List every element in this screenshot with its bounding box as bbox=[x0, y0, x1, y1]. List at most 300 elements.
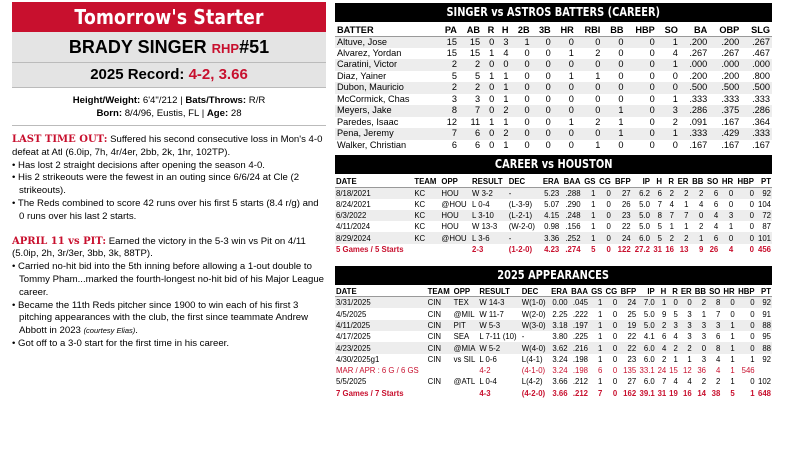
table-cell: 25 bbox=[627, 309, 637, 319]
table-cell: 1 bbox=[503, 82, 509, 93]
last-time-out-note bbox=[12, 134, 326, 160]
table-cell: 0 bbox=[672, 82, 678, 93]
table-cell: .222 bbox=[572, 309, 589, 319]
table-cell: 3.18 bbox=[552, 320, 568, 330]
table-cell: 0 bbox=[524, 105, 530, 116]
table-cell: 4.23 bbox=[540, 244, 561, 255]
table-cell: 1 bbox=[598, 320, 603, 330]
table-cell: 1 bbox=[568, 47, 574, 58]
table-cell: 0 bbox=[618, 93, 624, 104]
table-cell: 1 bbox=[618, 116, 624, 127]
column-header: TEAM bbox=[427, 286, 453, 297]
table-cell: .500 bbox=[721, 82, 740, 93]
table-cell: 2 bbox=[661, 320, 667, 330]
table-cell: 1 bbox=[489, 47, 495, 58]
table-cell: 8 bbox=[716, 343, 721, 353]
table-cell: 0 bbox=[524, 128, 530, 139]
table-cell: 0 bbox=[489, 93, 495, 104]
table-cell: 15 bbox=[669, 366, 678, 376]
table-cell: 0 bbox=[672, 139, 678, 150]
table-cell: 5 bbox=[673, 309, 678, 319]
table-cell bbox=[427, 388, 453, 399]
table-cell: 0 bbox=[568, 82, 574, 93]
age-value: 28 bbox=[230, 108, 242, 119]
table-cell: 0 bbox=[524, 82, 530, 93]
table-cell: .800 bbox=[752, 70, 770, 81]
column-header: H bbox=[496, 25, 510, 36]
appearances-banner bbox=[335, 266, 772, 285]
table-cell: 0 bbox=[750, 298, 755, 308]
column-header: SLG bbox=[741, 25, 772, 36]
table-cell: 5.23 bbox=[544, 188, 560, 198]
list-item: • His 2 strikeouts were the fewest in an outing since 6/6/24 at Cle (2 strikeouts). bbox=[12, 172, 326, 198]
april-header: APRIL 11 vs PIT: bbox=[12, 235, 107, 247]
table-cell: 3.66 bbox=[552, 377, 568, 387]
table-cell: 4 bbox=[669, 199, 675, 209]
column-header: DEC bbox=[521, 286, 549, 297]
table-cell: 5.0 bbox=[639, 210, 650, 220]
table-cell: 1 bbox=[730, 377, 735, 387]
table-cell: HOU bbox=[441, 222, 459, 232]
column-header: OPP bbox=[440, 176, 471, 187]
table-cell: 4 bbox=[699, 199, 704, 209]
table-cell: 1 bbox=[489, 70, 495, 81]
table-cell: .288 bbox=[565, 188, 581, 198]
table-cell: 0 bbox=[649, 59, 655, 70]
table-cell: 3 bbox=[451, 93, 457, 104]
born-label: Born: bbox=[96, 108, 123, 119]
table-cell: 1 bbox=[687, 354, 692, 364]
table-cell: 5.0 bbox=[639, 199, 650, 209]
table-cell: 102 bbox=[757, 377, 771, 387]
table-cell: 88 bbox=[762, 343, 771, 353]
table-cell: 0 bbox=[568, 36, 574, 47]
table-cell: 3 bbox=[673, 320, 678, 330]
table-cell: 8/24/2021 bbox=[336, 199, 371, 209]
table-cell: 14 bbox=[693, 388, 707, 399]
table-cell: L 0-4 bbox=[479, 377, 497, 387]
column-header: PT bbox=[755, 176, 772, 187]
table-cell: W 5-3 bbox=[479, 320, 501, 330]
list-item: • Carried no-hit bid into the 5th inning before allowing a 1-out double to Tommy Pham...marked the fourth-longest no-hit bid of his Major League career. bbox=[12, 261, 326, 299]
table-cell: Meyers, Jake bbox=[337, 105, 392, 116]
table-cell: 0 bbox=[618, 70, 624, 81]
table-cell: .333 bbox=[721, 93, 740, 104]
table-cell: 135 bbox=[618, 365, 637, 376]
table-cell: 4 bbox=[661, 343, 667, 353]
table-cell: 6 bbox=[716, 332, 721, 342]
table-cell: 2 bbox=[687, 343, 692, 353]
table-cell: 0 bbox=[545, 105, 551, 116]
table-cell: (4-2-0) bbox=[521, 388, 549, 399]
column-header: IP bbox=[637, 286, 656, 297]
table-cell: 6 bbox=[661, 332, 667, 342]
table-cell: 0 bbox=[606, 233, 611, 243]
table-cell: .267 bbox=[752, 36, 770, 47]
column-header: SO bbox=[707, 286, 721, 297]
column-header: BB bbox=[693, 286, 707, 297]
table-cell: 4-2 bbox=[478, 365, 520, 376]
table-cell: 0 bbox=[649, 105, 655, 116]
table-cell: 1 bbox=[661, 298, 667, 308]
column-header: ER bbox=[679, 286, 693, 297]
table-cell: 87 bbox=[762, 222, 771, 232]
table-cell: 0 bbox=[687, 298, 692, 308]
table-cell: 33.1 bbox=[637, 365, 656, 376]
table-cell: L 0-6 bbox=[479, 354, 497, 364]
table-cell: 27 bbox=[621, 188, 631, 198]
table-cell: 0 bbox=[612, 377, 618, 387]
table-cell: 6.0 bbox=[643, 354, 655, 364]
table-cell: 0 bbox=[672, 70, 678, 81]
table-cell: L(4-2) bbox=[521, 377, 543, 387]
table-cell: CIN bbox=[427, 343, 442, 353]
table-cell: 0 bbox=[728, 233, 734, 243]
column-header: HBP bbox=[734, 176, 755, 187]
column-header: BB bbox=[689, 176, 704, 187]
column-header: PT bbox=[756, 286, 772, 297]
table-cell: @HOU bbox=[441, 233, 467, 243]
table-cell: 1 bbox=[730, 320, 735, 330]
table-row bbox=[335, 308, 772, 319]
table-cell: 1 bbox=[730, 332, 735, 342]
column-header: BB bbox=[602, 25, 625, 36]
table-cell: 0 bbox=[618, 36, 624, 47]
table-cell: CIN bbox=[427, 332, 442, 342]
table-cell: 0 bbox=[649, 93, 655, 104]
last-time-out-header: LAST TIME OUT: bbox=[12, 134, 108, 145]
table-cell: W(4-0) bbox=[521, 343, 546, 353]
table-cell: CIN bbox=[427, 377, 442, 387]
subtotal-row bbox=[335, 365, 772, 376]
table-cell: 104 bbox=[757, 199, 771, 209]
table-cell: 0 bbox=[489, 139, 495, 150]
table-cell: .290 bbox=[565, 199, 581, 209]
table-cell: .225 bbox=[572, 332, 589, 342]
table-cell: 0 bbox=[503, 59, 509, 70]
table-row bbox=[335, 232, 772, 243]
column-header: R bbox=[663, 176, 675, 187]
record-value: 4-2, 3.66 bbox=[188, 66, 248, 83]
table-cell: Pena, Jeremy bbox=[337, 128, 394, 139]
table-cell: 0 bbox=[649, 36, 655, 47]
table-cell: 0 bbox=[618, 139, 624, 150]
table-cell: .000 bbox=[689, 59, 708, 70]
table-cell: 88 bbox=[762, 320, 771, 330]
table-cell: L(4-1) bbox=[521, 354, 543, 364]
table-cell: .267 bbox=[689, 47, 708, 58]
column-header: BFP bbox=[612, 176, 632, 187]
table-cell: CIN bbox=[427, 320, 442, 330]
table-cell: 1 bbox=[684, 199, 689, 209]
table-cell: 8 bbox=[716, 298, 721, 308]
table-cell: 1 bbox=[672, 59, 678, 70]
table-row bbox=[335, 210, 772, 221]
table-cell: .200 bbox=[721, 36, 740, 47]
table-cell: 2 bbox=[503, 128, 509, 139]
table-cell: 2 bbox=[699, 188, 704, 198]
table-row bbox=[335, 71, 772, 83]
houston-body bbox=[335, 187, 772, 255]
table-cell: 7 bbox=[451, 128, 457, 139]
starter-banner: Tomorrow's Starter bbox=[34, 2, 304, 32]
table-cell: 0 bbox=[649, 128, 655, 139]
table-cell: 0 bbox=[545, 82, 551, 93]
table-cell: 1 bbox=[672, 128, 678, 139]
column-header: CG bbox=[596, 176, 611, 187]
total-row bbox=[335, 388, 772, 399]
table-cell: 1 bbox=[503, 116, 509, 127]
pitcher-name: BRADY SINGER bbox=[68, 37, 207, 57]
table-cell: 2 bbox=[673, 343, 678, 353]
table-row bbox=[335, 117, 772, 129]
table-cell: 3.80 bbox=[552, 332, 568, 342]
table-cell: 1 bbox=[598, 309, 603, 319]
table-cell: 2 bbox=[699, 222, 704, 232]
column-header: R bbox=[482, 25, 496, 36]
table-cell: 3 bbox=[687, 320, 692, 330]
table-cell: 0 bbox=[734, 244, 755, 255]
table-cell: 0 bbox=[568, 59, 574, 70]
table-cell: 0 bbox=[545, 59, 551, 70]
table-cell: 4 bbox=[719, 244, 734, 255]
table-cell: 7 bbox=[661, 377, 667, 387]
table-cell: 1 bbox=[669, 222, 675, 232]
table-cell: 0 bbox=[749, 222, 754, 232]
appearances-title: 2025 APPEARANCES bbox=[497, 267, 610, 282]
table-cell: 5/5/2025 bbox=[336, 377, 367, 387]
table-cell: .045 bbox=[572, 298, 589, 308]
courtesy-note: (courtesy Elias) bbox=[83, 326, 136, 336]
table-cell: 7 bbox=[669, 210, 675, 220]
stats-panel bbox=[335, 3, 772, 399]
table-cell: .429 bbox=[721, 128, 740, 139]
table-cell bbox=[427, 365, 453, 376]
table-cell: 0 bbox=[545, 70, 551, 81]
table-cell: 0 bbox=[673, 298, 678, 308]
table-cell: 0 bbox=[595, 128, 601, 139]
table-cell: 5 bbox=[657, 233, 662, 243]
table-cell: 2 bbox=[474, 59, 481, 70]
column-header: DATE bbox=[335, 286, 427, 297]
table-cell: 3.62 bbox=[552, 343, 568, 353]
table-cell: 5.07 bbox=[544, 199, 560, 209]
table-cell: 1 bbox=[598, 377, 603, 387]
table-cell: 0 bbox=[612, 320, 618, 330]
column-header: BATTER bbox=[335, 25, 437, 36]
table-cell: 4 bbox=[687, 377, 692, 387]
table-cell: 5 bbox=[474, 70, 481, 81]
table-cell: 3.66 bbox=[549, 388, 569, 399]
table-cell: 0 bbox=[618, 59, 624, 70]
table-cell: 15 bbox=[446, 36, 457, 47]
table-cell: @HOU bbox=[441, 199, 467, 209]
column-header: ERA bbox=[549, 286, 569, 297]
table-cell: 1 bbox=[595, 139, 601, 150]
table-cell: Dubon, Mauricio bbox=[337, 82, 404, 93]
batters-title: SINGER vs ASTROS BATTERS (CAREER) bbox=[446, 5, 661, 19]
list-item: • Became the 11th Reds pitcher since 1900 to win each of his first 3 pitching appearances with the club, the first since teammate Andrew Abbott in 2023 (courtesy Elias). bbox=[12, 300, 326, 338]
table-cell: W 13-3 bbox=[472, 222, 498, 232]
table-cell: 31 bbox=[657, 388, 667, 398]
table-cell: 13 bbox=[675, 244, 689, 255]
table-cell: 0 bbox=[603, 365, 618, 376]
table-cell: 0 bbox=[595, 93, 601, 104]
table-cell: 15 bbox=[469, 47, 481, 58]
notes bbox=[12, 134, 326, 351]
age-label: Age: bbox=[206, 108, 229, 119]
table-cell: 4/30/2025g1 bbox=[336, 354, 380, 364]
table-row bbox=[335, 140, 772, 152]
column-header: HR bbox=[719, 176, 734, 187]
table-cell: 24 bbox=[627, 298, 637, 308]
table-cell: 91 bbox=[762, 309, 771, 319]
table-cell: 0 bbox=[489, 82, 495, 93]
record-line bbox=[12, 62, 326, 87]
table-cell: 1 bbox=[598, 298, 603, 308]
bats-throws-value: R/R bbox=[248, 95, 266, 106]
table-cell: .212 bbox=[569, 388, 589, 399]
table-cell: 6 bbox=[657, 188, 662, 198]
table-cell: 26 bbox=[704, 244, 719, 255]
table-cell: 8 bbox=[451, 105, 457, 116]
column-header: BA bbox=[680, 25, 709, 36]
table-cell: 2.25 bbox=[552, 309, 568, 319]
table-cell: 4-3 bbox=[478, 388, 520, 399]
table-cell: TEX bbox=[453, 298, 469, 308]
table-cell: 6 bbox=[713, 199, 719, 209]
table-cell: 5.0 bbox=[643, 309, 655, 319]
total-row bbox=[335, 244, 772, 255]
table-cell: 4 bbox=[503, 47, 509, 58]
table-cell: 3 bbox=[716, 320, 721, 330]
table-cell: KC bbox=[414, 233, 426, 243]
column-header: BFP bbox=[618, 286, 637, 297]
table-cell: 22 bbox=[627, 343, 637, 353]
table-cell: 3 bbox=[728, 210, 734, 220]
table-cell: 92 bbox=[762, 354, 771, 364]
table-cell: Diaz, Yainer bbox=[337, 70, 387, 81]
table-cell: 0 bbox=[750, 377, 755, 387]
table-cell: W(2-0) bbox=[521, 309, 546, 319]
table-cell: PIT bbox=[453, 320, 466, 330]
table-cell bbox=[453, 388, 479, 399]
table-cell: 2 bbox=[701, 298, 707, 308]
table-cell: 5.0 bbox=[639, 222, 650, 232]
table-row bbox=[335, 59, 772, 71]
table-cell: 0 bbox=[568, 105, 574, 116]
table-cell: 19 bbox=[627, 320, 637, 330]
table-cell: 3 bbox=[687, 332, 692, 342]
table-row bbox=[335, 48, 772, 60]
table-cell: CIN bbox=[427, 298, 442, 308]
table-cell: .198 bbox=[569, 365, 589, 376]
table-cell: L 3-6 bbox=[472, 233, 490, 243]
table-cell: 0 bbox=[568, 139, 574, 150]
table-cell: 0 bbox=[595, 105, 601, 116]
table-cell: 0 bbox=[750, 320, 755, 330]
table-row bbox=[335, 199, 772, 210]
table-cell: .200 bbox=[689, 36, 708, 47]
table-cell: W 3-2 bbox=[472, 188, 493, 198]
table-cell: 1 bbox=[598, 354, 603, 364]
table-cell: 7 bbox=[684, 210, 689, 220]
table-cell: 5 bbox=[657, 222, 662, 232]
table-cell: 7 Games / 7 Starts bbox=[335, 388, 427, 399]
column-header: H bbox=[651, 176, 663, 187]
column-header: R bbox=[667, 286, 679, 297]
table-cell: 4/23/2025 bbox=[336, 343, 371, 353]
table-cell: 1 bbox=[524, 36, 530, 47]
table-cell bbox=[440, 244, 471, 255]
table-cell: @MIA bbox=[453, 343, 476, 353]
table-cell: 0 bbox=[612, 354, 618, 364]
table-cell: .167 bbox=[721, 139, 740, 150]
table-cell: 36 bbox=[693, 365, 707, 376]
column-header: DATE bbox=[335, 176, 413, 187]
table-cell: 0 bbox=[749, 188, 754, 198]
table-cell: (4-1-0) bbox=[521, 365, 549, 376]
column-header: BAA bbox=[560, 176, 581, 187]
table-cell: .286 bbox=[689, 105, 708, 116]
table-cell: 6/3/2022 bbox=[336, 210, 367, 220]
table-cell: 1 bbox=[591, 188, 596, 198]
table-cell: 2 bbox=[595, 47, 601, 58]
april-note bbox=[12, 236, 326, 262]
april-text: Earned the victory in the 5-3 win vs Pit on 4/11 (5.0ip, 2h, 3r/3er, 3bb, 3k, 88TP). bbox=[12, 235, 306, 260]
table-cell: 1 bbox=[595, 70, 601, 81]
houston-header-row bbox=[335, 176, 772, 187]
table-cell: .200 bbox=[721, 70, 740, 81]
table-cell: 0 bbox=[524, 139, 530, 150]
table-row bbox=[335, 187, 772, 199]
table-cell: 6.2 bbox=[639, 188, 650, 198]
table-cell: .467 bbox=[752, 47, 770, 58]
table-cell: 0 bbox=[618, 82, 624, 93]
table-cell: 0 bbox=[606, 222, 611, 232]
table-cell: 0 bbox=[699, 210, 704, 220]
table-row bbox=[335, 342, 772, 353]
table-cell: 8/18/2021 bbox=[336, 188, 371, 198]
height-weight-label: Height/Weight: bbox=[72, 95, 141, 106]
table-cell: 0 bbox=[701, 343, 707, 353]
table-cell: .333 bbox=[689, 93, 708, 104]
bio-box: Height/Weight: 6'4"/212 | Bats/Throws: R/R Born: 8/4/96, Eustis, FL | Age: 28 bbox=[12, 88, 326, 126]
table-cell: 39.1 bbox=[637, 388, 656, 399]
column-header: PA bbox=[437, 25, 459, 36]
table-cell: 0 bbox=[749, 233, 754, 243]
table-cell: 3.36 bbox=[544, 233, 560, 243]
table-cell: 4 bbox=[672, 47, 678, 58]
table-cell: 5 Games / 5 Starts bbox=[335, 244, 413, 255]
column-header: BAA bbox=[569, 286, 589, 297]
table-cell: 0 bbox=[730, 298, 735, 308]
table-cell: (1-2-0) bbox=[508, 244, 540, 255]
table-cell: 1 bbox=[684, 222, 689, 232]
column-header: RESULT bbox=[478, 286, 520, 297]
table-cell: 2 bbox=[669, 233, 675, 243]
batters-header-row bbox=[335, 25, 772, 36]
table-cell: .500 bbox=[689, 82, 708, 93]
table-cell: 24 bbox=[621, 233, 631, 243]
table-cell: 2 bbox=[669, 188, 675, 198]
name-box bbox=[12, 32, 326, 88]
table-cell: 0 bbox=[728, 199, 734, 209]
batters-table bbox=[335, 25, 772, 151]
table-cell: 0 bbox=[595, 82, 601, 93]
table-cell: 0 bbox=[524, 47, 530, 58]
table-cell: 8 bbox=[657, 210, 662, 220]
